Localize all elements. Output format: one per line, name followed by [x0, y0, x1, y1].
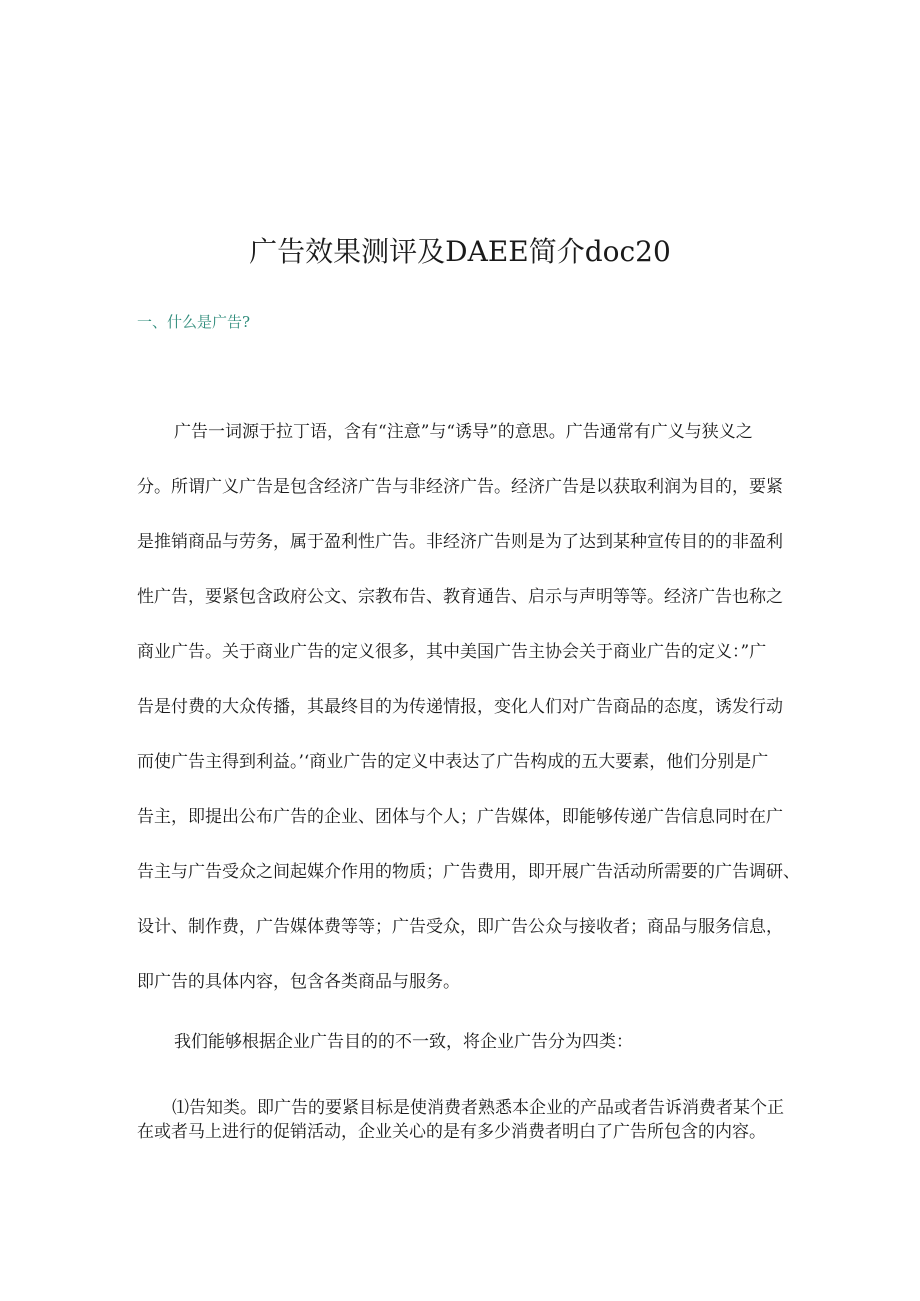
paragraph-line: 性广告，要紧包含政府公文、宗教布告、教育通告、启示与声明等等。经济广告也称之 [137, 587, 783, 607]
paragraph-line: 告主，即提出公布广告的企业、团体与个人；广告媒体，即能够传递广告信息同时在广 [137, 807, 783, 827]
paragraph-line: 广告一词源于拉丁语，含有“注意”与“诱导”的意思。广告通常有广义与狭义之 [174, 422, 753, 442]
paragraph-line: 即广告的具体内容，包含各类商品与服务。 [137, 972, 460, 992]
section-heading: 一、什么是广告? [137, 313, 251, 331]
list-item-line: ⑴告知类。即广告的要紧目标是使消费者熟悉本企业的产品或者告诉消费者某个正 [172, 1098, 784, 1118]
paragraph-line: 告主与广告受众之间起媒介作用的物质；广告费用，即开展广告活动所需要的广告调研、 [137, 862, 800, 882]
paragraph-line: 商业广告。关于商业广告的定义很多，其中美国广告主协会关于商业广告的定义：”广 [137, 642, 767, 662]
paragraph-line: 而使广告主得到利益。’‘商业广告的定义中表达了广告构成的五大要素，他们分别是广 [137, 752, 769, 772]
paragraph-line: 设计、制作费，广告媒体费等等；广告受众，即广告公众与接收者；商品与服务信息， [137, 917, 783, 937]
paragraph-line: 告是付费的大众传播，其最终目的为传递情报，变化人们对广告商品的态度，诱发行动 [137, 697, 783, 717]
paragraph-categories: 我们能够根据企业广告目的的不一致，将企业广告分为四类： [174, 1032, 633, 1052]
list-item-line: 在或者马上进行的促销活动，企业关心的是有多少消费者明白了广告所包含的内容。 [137, 1122, 766, 1142]
paragraph-line: 是推销商品与劳务，属于盈利性广告。非经济广告则是为了达到某种宣传目的的非盈利 [137, 532, 783, 552]
paragraph-line: 分。所谓广义广告是包含经济广告与非经济广告。经济广告是以获取利润为目的，要紧 [137, 477, 783, 497]
document-title: 广告效果测评及DAEE简介doc20 [249, 235, 671, 268]
